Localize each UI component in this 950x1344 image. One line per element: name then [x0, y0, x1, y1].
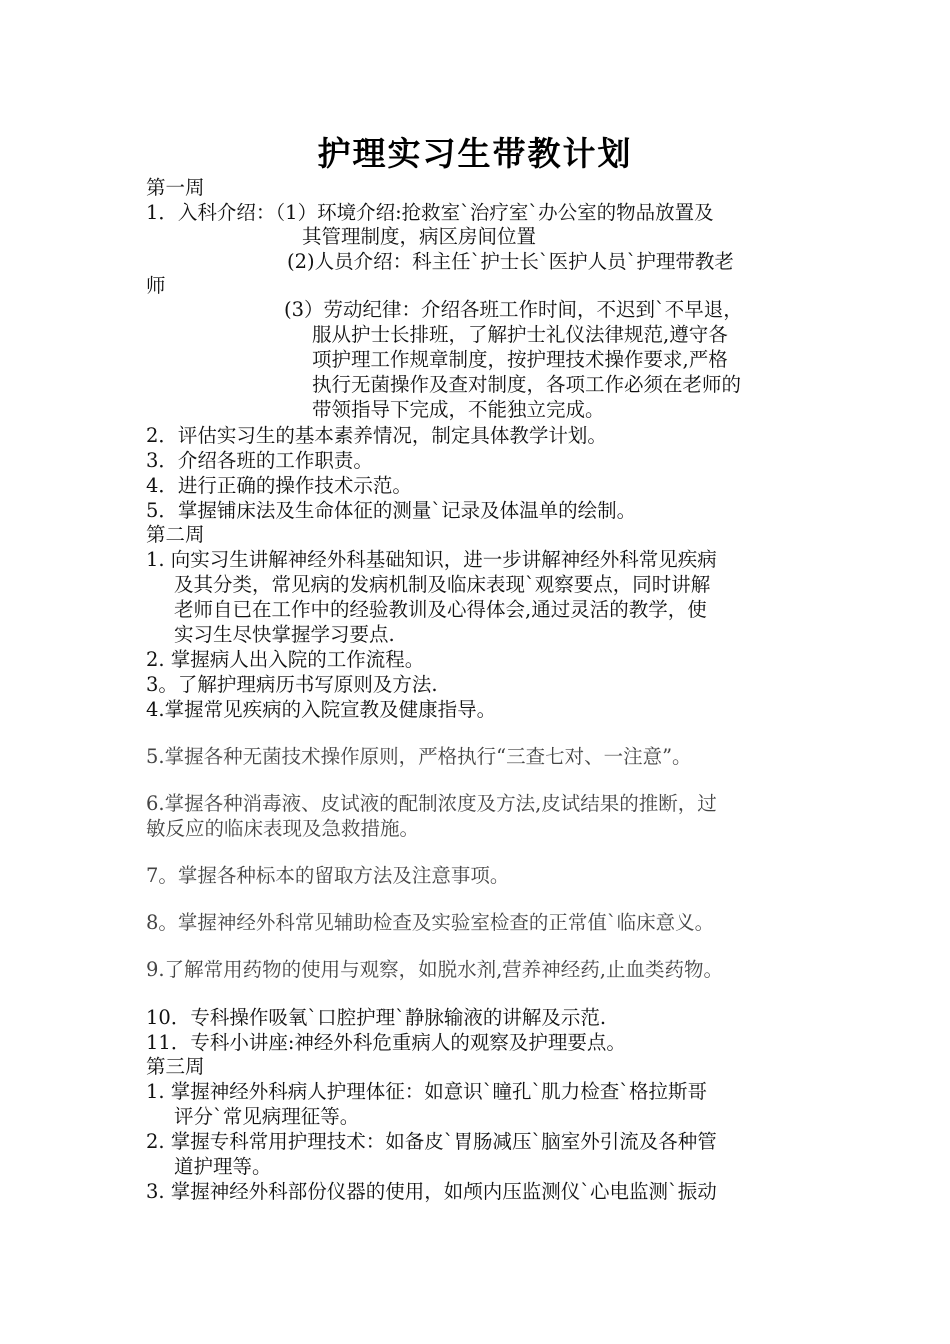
week1-item1-p3-b: 服从护士长排班，了解护士礼仪法律规范,遵守各: [312, 323, 728, 346]
week2-item4: 4.掌握常见疾病的入院宣教及健康指导。: [146, 698, 497, 721]
week1-item1-line1: [146, 201, 714, 225]
week1-item1-p3-c: 项护理工作规章制度，按护理技术操作要求,严格: [312, 348, 728, 371]
week1-item1-p3-e: 带领指导下完成，不能独立完成。: [312, 398, 605, 421]
week2-item1-b: 及其分类，常见病的发病机制及临床表现`观察要点，同时讲解: [174, 573, 711, 596]
week3-item2-a: 2. 掌握专科常用护理技术：如备皮`胃肠减压`脑室外引流及各种管: [146, 1130, 717, 1153]
week2-item7: 7。掌握各种标本的留取方法及注意事项。: [146, 864, 510, 887]
week2-item11: 11．专科小讲座:神经外科危重病人的观察及护理要点。: [146, 1031, 626, 1054]
week1-item3: 3．介绍各班的工作职责。: [146, 449, 373, 472]
week1-item1-p1-b: 其管理制度，病区房间位置: [302, 225, 537, 248]
week1-item1-p3-d: 执行无菌操作及查对制度，各项工作必须在老师的: [312, 373, 742, 396]
week3-item1-a: 1. 掌握神经外科病人护理体征：如意识`瞳孔`肌力检查`格拉斯哥: [146, 1080, 708, 1103]
week2-item1-a: 1. 向实习生讲解神经外科基础知识，进一步讲解神经外科常见疾病: [146, 548, 717, 571]
week2-heading: 第二周: [146, 523, 205, 546]
week1-item1-p1-a: （1）环境介绍:抢救室`治疗室`办公室的物品放置及: [275, 201, 714, 224]
week2-item1-c: 老师自已在工作中的经验教训及心得体会,通过灵活的教学，使: [174, 598, 707, 621]
week2-item10: 10．专科操作吸氧`口腔护理`静脉输液的讲解及示范.: [146, 1006, 607, 1029]
week2-item9: 9.了解常用药物的使用与观察，如脱水剂,营养神经药,止血类药物。: [146, 958, 724, 981]
week2-item6-b: 敏反应的临床表现及急救措施。: [146, 817, 420, 840]
week2-item2: 2. 掌握病人出入院的工作流程。: [146, 648, 425, 671]
week1-item1-p2-a: (2)人员介绍：科主任`护士长`医护人员`护理带教老: [287, 250, 734, 273]
week3-item1-b: 评分`常见病理征等。: [174, 1105, 360, 1128]
week2-item5: 5.掌握各种无菌技术操作原则，严格执行“三查七对、一注意”。: [146, 745, 692, 768]
week1-item5: 5．掌握铺床法及生命体征的测量`记录及体温单的绘制。: [146, 499, 637, 522]
week3-heading: 第三周: [146, 1055, 205, 1078]
week2-item8: 8。掌握神经外科常见辅助检查及实验室检查的正常值`临床意义。: [146, 911, 715, 934]
week1-heading: 第一周: [146, 176, 205, 199]
week1-item1-p2-b: 师: [146, 274, 166, 297]
week2-item6-a: 6.掌握各种消毒液、皮试液的配制浓度及方法,皮试结果的推断，过: [146, 792, 717, 815]
week2-item3: 3。了解护理病历书写原则及方法.: [146, 673, 438, 696]
week3-item2-b: 道护理等。: [174, 1155, 272, 1178]
week1-item2: 2．评估实习生的基本素养情况，制定具体教学计划。: [146, 424, 607, 447]
week1-item4: 4．进行正确的操作技术示范。: [146, 474, 412, 497]
week3-item3-a: 3. 掌握神经外科部份仪器的使用，如颅内压监测仪`心电监测`振动: [146, 1180, 717, 1203]
week2-item1-d: 实习生尽快掌握学习要点.: [174, 623, 395, 646]
week1-item1-p3-a: (3）劳动纪律：介绍各班工作时间，不迟到`不早退，: [284, 298, 743, 321]
week1-item1-intro: 1．入科介绍：: [146, 201, 276, 224]
page-title: 护理实习生带教计划: [317, 134, 633, 173]
